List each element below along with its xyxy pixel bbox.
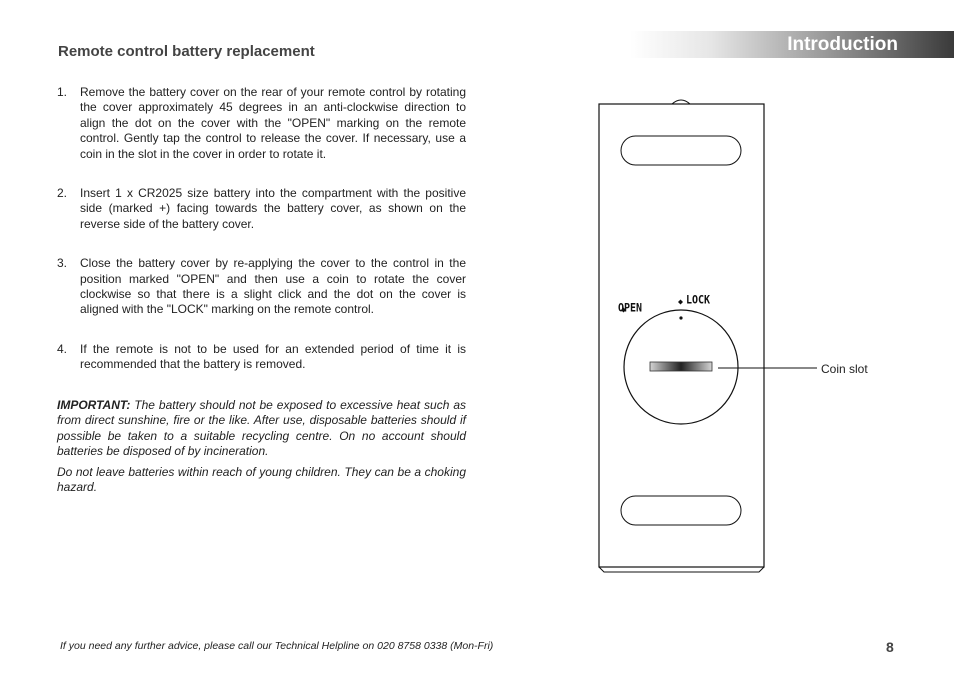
important-paragraph [57, 398, 466, 460]
footer-helpline-note: If you need any further advice, please call our Technical Helpline on 020 8758 0338 (Mon-Fri) [60, 640, 494, 652]
step-number: 4. [57, 341, 68, 356]
lock-label: LOCK [686, 294, 711, 307]
header-band [630, 31, 954, 58]
list-item [57, 85, 466, 162]
section-title: Remote control battery replacement [58, 43, 315, 60]
step-text: Remove the battery cover on the rear of your remote control by rotating the cover approximately 45 degrees in an anti-clockwise direction to align the dot on the cover with the "OPEN" marking on the remote control. Gently tap the control to release the cover. If necessary, use a coin in the slot in the cover in order to rotate it. [80, 85, 466, 161]
remote-back-illustration [592, 95, 882, 577]
step-number: 1. [57, 85, 68, 99]
list-item [57, 342, 466, 373]
remote-back-diagram [592, 95, 882, 577]
list-item [57, 256, 466, 318]
instruction-list [57, 85, 466, 397]
step-text: If the remote is not to be used for an extended period of time it is recommended that the battery is removed. [80, 341, 466, 372]
step-text: Insert 1 x CR2025 size battery into the compartment with the positive side (marked +) facing towards the battery cover, as shown on the reverse side of the battery cover. [80, 186, 466, 231]
open-label: OPEN [618, 302, 643, 315]
page-number: 8 [886, 639, 894, 655]
coin-slot-label: Coin slot [821, 362, 868, 376]
step-number: 2. [57, 186, 68, 201]
children-warning: Do not leave batteries within reach of young children. They can be a choking hazard. [57, 464, 466, 495]
important-text: The battery should not be exposed to excessive heat such as from direct sunshine, fire or the like. After use, disposable batteries should if possible be taken to a suitable recycling centre. On no account should batteries be disposed of by incineration. [57, 398, 466, 459]
important-label: IMPORTANT: [57, 398, 131, 412]
important-notice [57, 398, 466, 500]
list-item [57, 186, 466, 232]
step-number: 3. [57, 256, 68, 271]
page-title: Introduction [787, 34, 898, 55]
step-text: Close the battery cover by re-applying the cover to the control in the position marked "OPEN" and then use a coin to rotate the cover clockwise so that there is a slight click and the dot on the cover is aligned with the "LOCK" marking on the remote control. [80, 256, 466, 317]
